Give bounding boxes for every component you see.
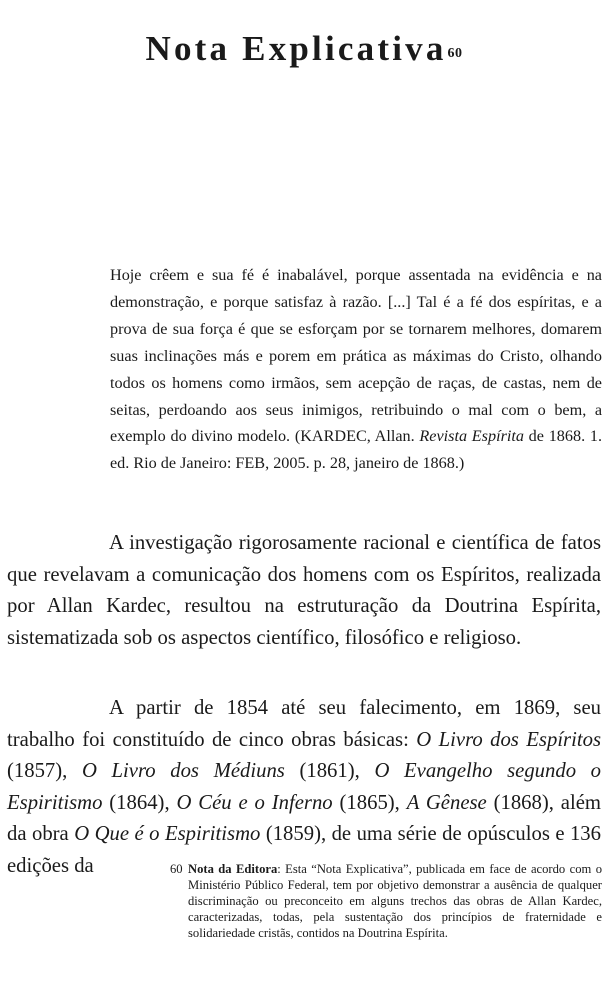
footnote-body — [188, 862, 602, 942]
footnote — [170, 862, 602, 942]
p2-text-4: (1864), — [102, 791, 177, 814]
p2-text-3: (1861), — [284, 760, 375, 782]
p2-text-5: (1865), — [332, 791, 407, 814]
quote-text: Hoje crêem e sua fé é inabalável, porque assentada na evidência e na demonstração, e porque satisfaz à razão. [...] Tal é a fé dos espíritas, e a prova de sua força é que se esforçam por se tornarem melhores, domarem suas inclinações más e porem em prática as máximas do Cristo, olhando todos os homens como irmãos, sem acepção de raças, de castas, nem de seitas, perdoando aos seus inimigos, retribuindo o mal com o bem, a exemplo do divino modelo. (KARDEC, Allan. — [110, 266, 602, 446]
quote-citation: de 1868. 1. ed. Rio de Janeiro: FEB, 2005. p. 28, janeiro de 1868.) — [110, 427, 602, 473]
page-title-text: Nota Explicativa — [145, 29, 447, 69]
book-title-o-que-e: O Que é o Espiritismo — [74, 823, 261, 845]
footnote-text: : Esta “Nota Explicativa”, publicada em face de acordo com o Ministério Público Federal, tem por objetivo demonstrar a ausência de qualquer discriminação ou preconceito em alguns trechos das obras de Allan Kardec, caracterizadas, todas, pela sustentação dos princípios de fraternidade e solidariedade cristãs, contidos na Doutrina Espírita. — [188, 862, 602, 940]
p2-text-2: (1857), — [7, 760, 82, 782]
quote-work-title: Revista Espírita — [419, 427, 524, 446]
body-paragraph-1: A investigação rigorosamente racional e científica de fatos que revelavam a comunicação dos homens com os Espíritos, realizada por Allan Kardec, resultou na estruturação da Doutrina Espírita, sistematizada sob os aspectos científico, filosófico e religioso. — [7, 532, 601, 649]
p2-text-1: A partir de 1854 até seu falecimento, em 1869, seu trabalho foi constituído de cinco obras básicas: — [7, 697, 601, 751]
footnote-reference: 60 — [447, 46, 463, 62]
book-title-ceu-inferno: O Céu e o Inferno — [176, 791, 333, 814]
book-title-livro-espiritos: O Livro dos Espíritos — [416, 728, 602, 751]
book-title-livro-mediuns: O Livro dos Médiuns — [81, 760, 285, 782]
footnote-number: 60 — [170, 862, 183, 876]
book-title-evangelho: O Evangelho segundo o Espiritismo — [7, 760, 602, 814]
footnote-label: Nota da Editora — [188, 862, 278, 876]
page-title — [0, 25, 607, 73]
block-quote — [110, 262, 602, 477]
p2-text-6: (1868), além da obra — [7, 791, 601, 845]
p2-text-7: (1859), de uma série de opúsculos e 136 edições da — [7, 823, 601, 877]
book-title-genese: A Gênese — [406, 791, 487, 814]
